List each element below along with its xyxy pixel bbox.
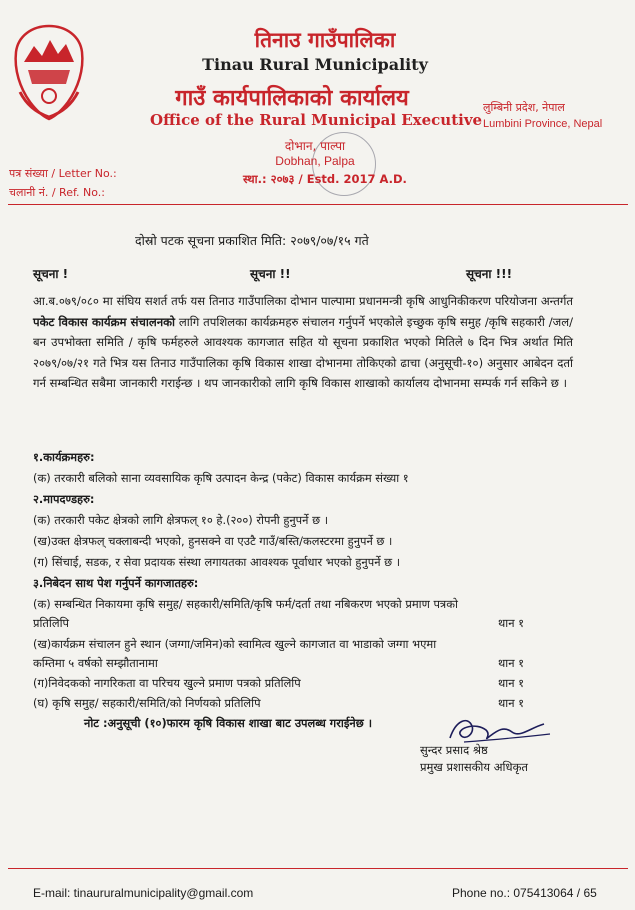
criteria-item-3: (ग) सिंचाई, सडक, र सेवा प्रदायक संस्था लगायतका आवश्यक पूर्वाधार भएको हुनुपर्ने छ ।	[33, 555, 401, 569]
quantity-1: थान १	[498, 616, 525, 630]
documents-heading: ३.निबेदन साथ पेश गर्नुपर्ने कागजातहरु:	[33, 576, 199, 590]
location-en: Dobhan, Palpa	[275, 154, 355, 168]
letter-number-label: पत्र संख्या / Letter No.:	[9, 167, 117, 180]
quantity-2: थान १	[498, 656, 525, 670]
office-name-np: गाउँ कार्यपालिकाको कार्यालय	[175, 86, 409, 111]
province-np: लुम्बिनी प्रदेश, नेपाल	[483, 101, 565, 114]
notice-label-3: सूचना !!!	[466, 267, 513, 281]
body-text-end: लागि तपशिलका कार्यक्रमहरु संचालन गर्नुपर्ने भएकोले इच्छुक कृषि समुह /कृषि सहकारी /जल/बन उपभोक्ता समिति / कृषि फर्महरुले आवश्यक कागजात सहित यो सूचना प्रकाशित भएको मितिले ७ दिन भित्र अर्थात मिति २०७९/०७/२१ गते भित्र यस तिनाउ गाउँपालिका कृषि विकास शाखा दोभानमा तोकिएको ढाचा (अनुसूची-१०) अनुसार आबेदन दर्ता गर्न सम्बन्धित सबैमा जानकारी गराईन्छ । थप जानकारीको लागि कृषि विकास शाखाको कार्यालय दोभानमा सम्पर्क गर्न सकिने छ ।	[33, 314, 573, 390]
reference-number-label: चलानी नं. / Ref. No.:	[9, 186, 105, 199]
office-name-en: Office of the Rural Municipal Executive	[150, 111, 483, 129]
document-item-1-cont: प्रतिलिपि	[33, 616, 70, 630]
quantity-4: थान १	[498, 696, 525, 710]
note-text: नोट :अनुसूची (१०)फारम कृषि विकास शाखा बाट उपलब्ध गराईनेछ ।	[84, 716, 373, 730]
programs-heading: १.कार्यक्रमहरु:	[33, 450, 95, 464]
publication-date: दोस्रो पटक सूचना प्रकाशित मिति: २०७९/०७/१५ गते	[135, 233, 369, 248]
nepal-emblem-icon	[10, 22, 88, 122]
body-text-start: आ.ब.०७९/०८० मा संघिय सशर्त तर्फ यस तिनाउ गाउँपालिका दोभान पाल्पामा प्रधानमन्त्री कृषि आधुनिकीकरण परियोजना अन्तर्गत	[33, 294, 573, 308]
signatory-name: सुन्दर प्रसाद श्रेष्ठ	[420, 743, 488, 757]
signatory-title: प्रमुख प्रशासकीय अधिकृत	[420, 760, 528, 774]
notice-body	[33, 291, 573, 394]
program-item-1: (क) तरकारी बलिको साना व्यवसायिक कृषि उत्पादन केन्द्र (पकेट) विकास कार्यक्रम संख्या १	[33, 471, 409, 485]
criteria-heading: २.मापदण्डहरु:	[33, 492, 95, 506]
criteria-item-2: (ख)उक्त क्षेत्रफल् चक्लाबन्दी भएको, हुनसक्ने वा एउटै गाउँ/बस्ति/कलस्टरमा हुनुपर्ने छ ।	[33, 534, 393, 548]
location-np: दोभान, पाल्पा	[284, 139, 346, 153]
document-item-4: (घ) कृषि समुह/ सहकारी/समिति/को निर्णयको प्रतिलिपि	[33, 696, 261, 710]
municipality-name-np: तिनाउ गाउँपालिका	[254, 28, 396, 52]
footer-divider	[8, 868, 628, 869]
province-en: Lumbini Province, Nepal	[483, 118, 603, 130]
document-item-3: (ग)निवेदकको नागरिकता वा परिचय खुल्ने प्रमाण पत्रको प्रतिलिपि	[33, 676, 301, 690]
document-item-2: (ख)कार्यक्रम संचालन हुने स्थान (जग्गा/जमिन)को स्वामित्व खुल्ने कागजात वा भाडाको जग्गा भएमा	[33, 637, 437, 651]
document-item-2-cont: कम्तिमा ५ वर्षको सम्झौतानामा	[33, 656, 158, 670]
footer-email: E-mail: tinaururalmunicipality@gmail.com	[33, 886, 254, 900]
header-divider	[8, 204, 628, 205]
document-item-1: (क) सम्बन्धित निकायमा कृषि समुह/ सहकारी/समिति/कृषि फर्म/दर्ता तथा नबिकरण भएको प्रमाण पत्रको	[33, 597, 458, 611]
body-text-bold: पकेट विकास कार्यक्रम संचालनको	[33, 314, 176, 329]
notice-label-1: सूचना !	[33, 267, 69, 281]
criteria-item-1: (क) तरकारी पकेट क्षेत्रको लागि क्षेत्रफल् १० हे.(२००) रोपनी हुनुपर्ने छ ।	[33, 513, 329, 527]
quantity-3: थान १	[498, 676, 525, 690]
established-year: स्था.: २०७३ / Estd. 2017 A.D.	[243, 172, 407, 186]
footer-phone: Phone no.: 075413064 / 65	[452, 886, 597, 900]
notice-label-2: सूचना !!	[250, 267, 291, 281]
municipality-name-en: Tinau Rural Municipality	[202, 55, 428, 74]
